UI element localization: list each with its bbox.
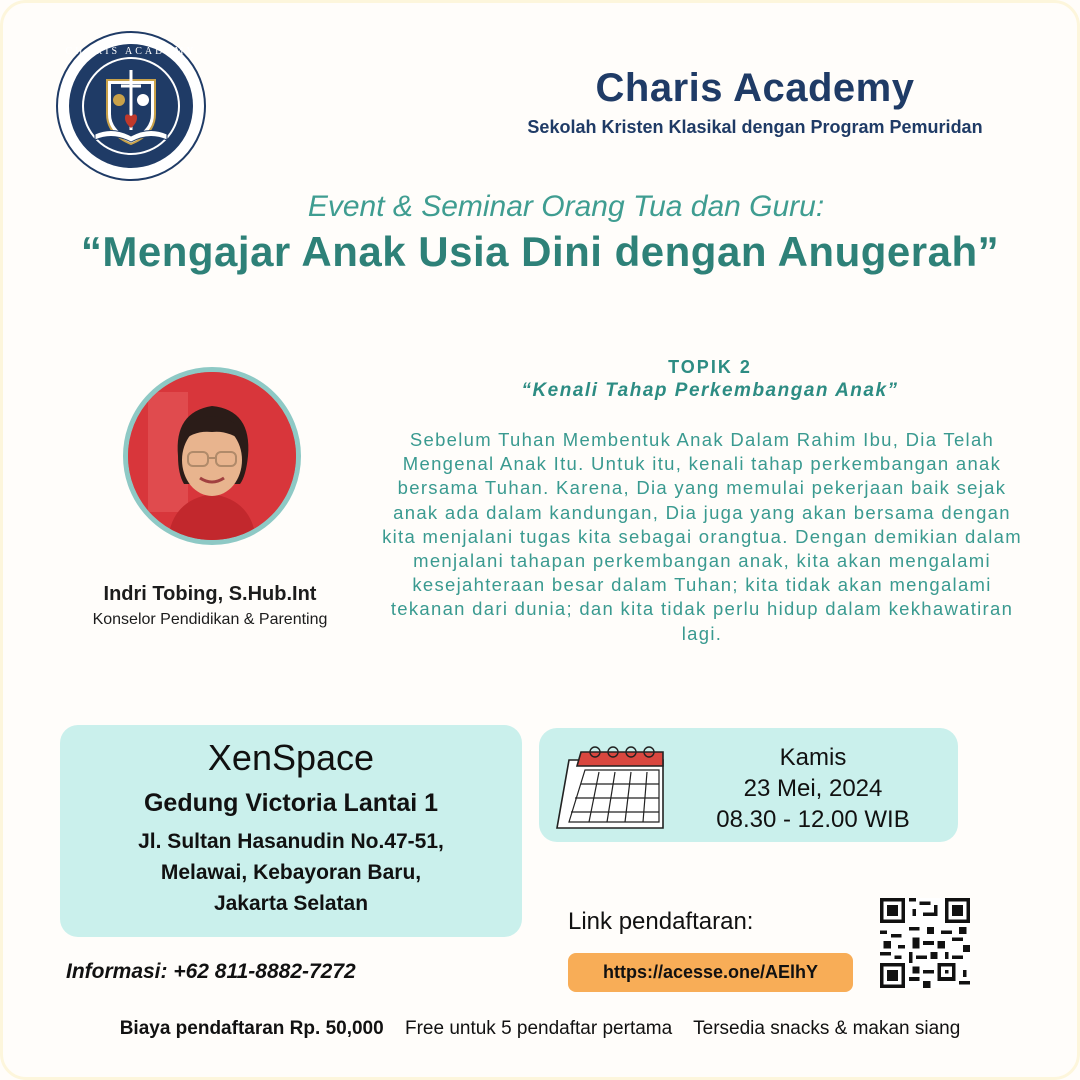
- schedule-time: 08.30 - 12.00 WIB: [716, 806, 910, 833]
- schedule-text: [683, 742, 943, 835]
- speaker-role: Konselor Pendidikan & Parenting: [92, 611, 328, 628]
- registration-label: Link pendaftaran:: [568, 908, 754, 935]
- meals-note: Tersedia snacks & makan siang: [693, 1018, 961, 1039]
- speaker-photo: [123, 367, 301, 545]
- event-title: “Mengajar Anak Usia Dini dengan Anugerah”: [80, 228, 1000, 275]
- schedule-day: Kamis: [779, 744, 847, 771]
- schedule-box: [539, 728, 958, 842]
- speaker-portrait-icon: [128, 372, 296, 540]
- venue-address-line: Melawai, Kebayoran Baru,: [160, 861, 422, 884]
- schedule-date: 23 Mei, 2024: [743, 775, 883, 802]
- registration-link[interactable]: https://acesse.one/AElhY: [568, 953, 853, 992]
- brand-title: Charis Academy: [595, 66, 915, 110]
- venue-address: [60, 826, 522, 919]
- topic-title: “Kenali Tahap Perkembangan Anak”: [521, 380, 899, 401]
- footer-line: [0, 1018, 1080, 1040]
- topic-label: TOPIK 2: [668, 357, 752, 377]
- free-promo: Free untuk 5 pendaftar pertama: [404, 1018, 673, 1039]
- venue-box: [60, 725, 522, 937]
- venue-building: Gedung Victoria Lantai 1: [143, 789, 439, 817]
- speaker-name: Indri Tobing, S.Hub.Int: [103, 583, 317, 605]
- brand-subtitle: Sekolah Kristen Klasikal dengan Program Pemuridan: [527, 117, 983, 137]
- qr-code-icon[interactable]: [880, 898, 970, 988]
- venue-address-line: Jakarta Selatan: [213, 892, 369, 915]
- school-crest-icon: [55, 30, 207, 182]
- registration-fee: Biaya pendaftaran Rp. 50,000: [119, 1018, 384, 1039]
- event-kicker: Event & Seminar Orang Tua dan Guru:: [307, 190, 825, 223]
- calendar-icon: [555, 746, 667, 830]
- venue-name: XenSpace: [207, 737, 375, 778]
- venue-address-line: Jl. Sultan Hasanudin No.47-51,: [138, 830, 444, 853]
- brand-block: [470, 66, 1040, 138]
- logo-ring-text: CHARIS ACADEMY: [65, 46, 197, 57]
- contact-info: Informasi: +62 811-8882-7272: [66, 960, 356, 983]
- topic-description: Sebelum Tuhan Membentuk Anak Dalam Rahim Ibu, Dia Telah Mengenal Anak Itu. Untuk itu, kenali tahap perkembangan anak bersama Tuhan. Karena, Dia yang memulai pekerjaan baik sejak anak ada dalam kandungan, Dia juga yang akan bersama dengan kita menjalani tugas kita sebagai orangtua. Dengan demikian dalam menjalani tahapan perkembangan anak, kita akan mengalami kesejahteraan besar dalam Tuhan; kita tidak akan mengalami tekanan dari dunia; dan kita tidak perlu hidup dalam kekhawatiran lagi.: [382, 429, 1022, 644]
